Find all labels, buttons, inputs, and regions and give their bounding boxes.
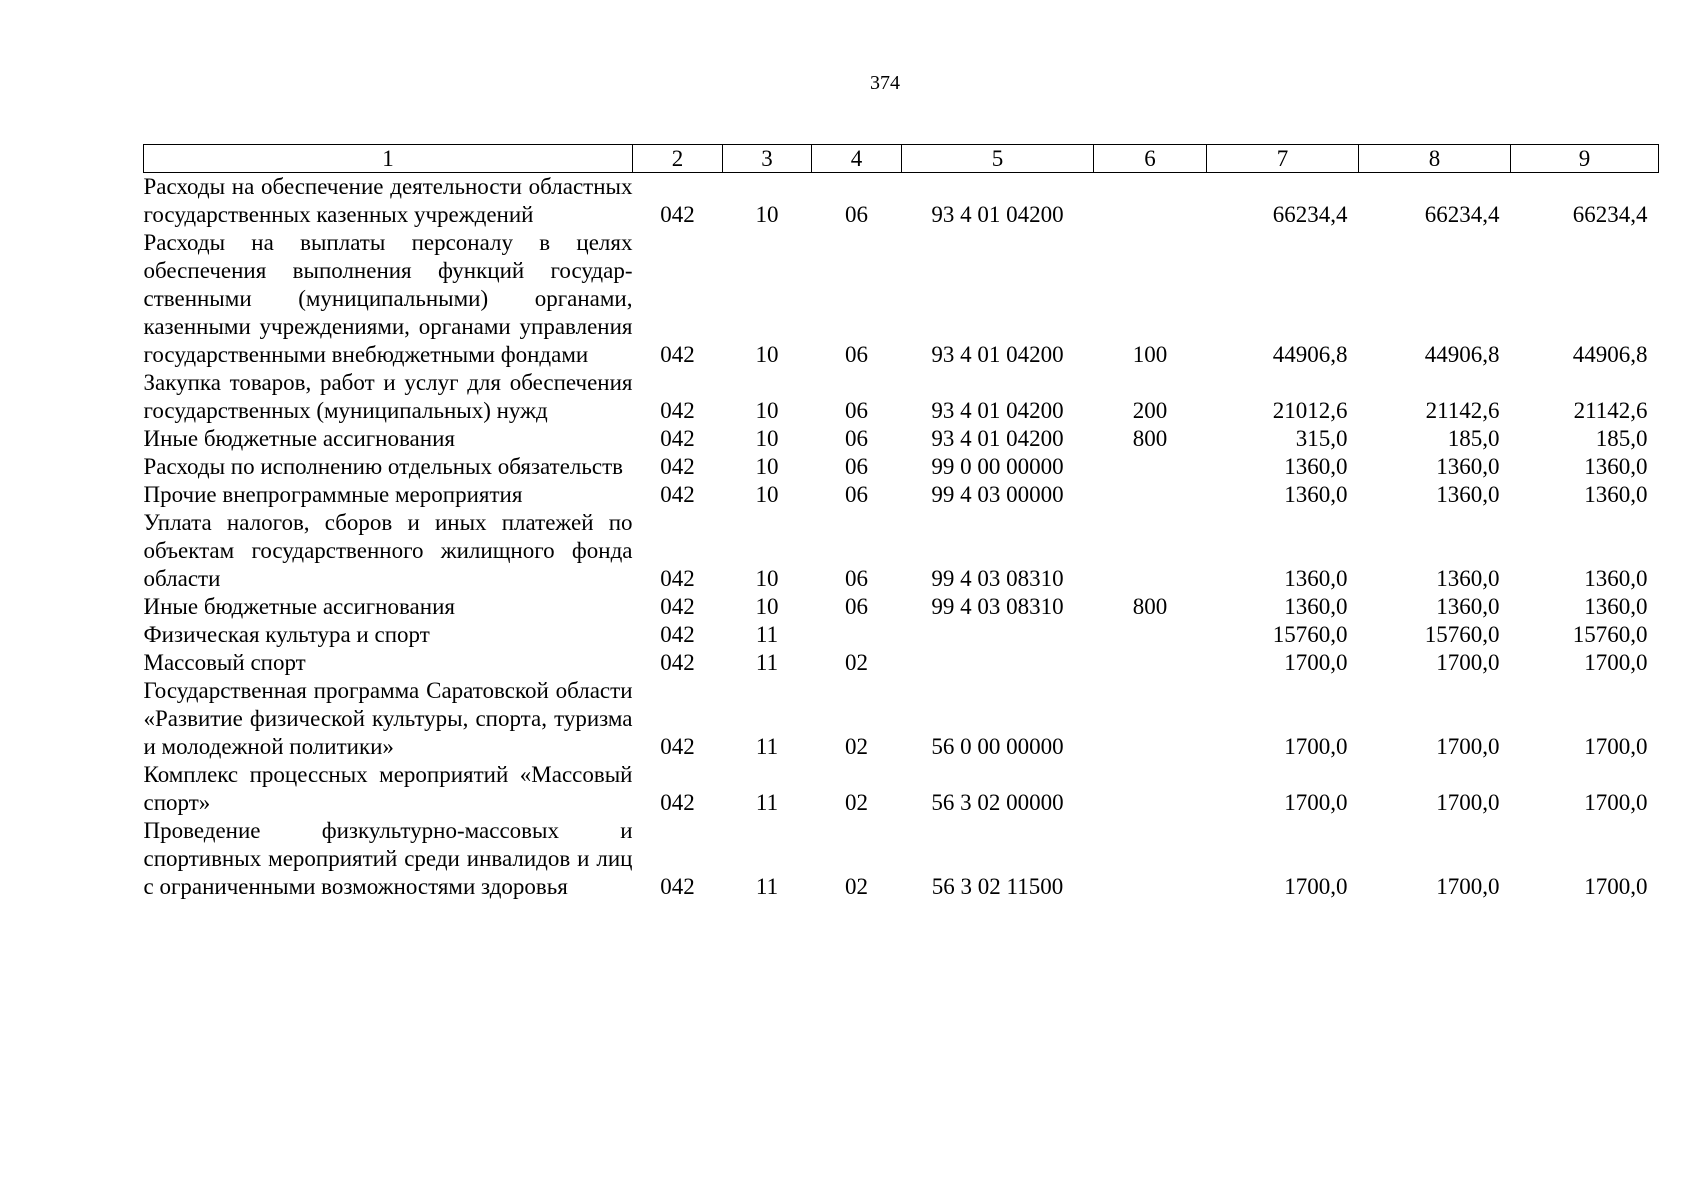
cell-col-3: 10 [755, 454, 779, 479]
table-row [144, 509, 1659, 593]
column-header-1: 1 [144, 145, 633, 173]
page-number: 374 [870, 72, 900, 94]
row-name: Физическая культура и спорт [143, 622, 430, 647]
cell-col-9: 185,0 [1595, 426, 1648, 451]
cell-col-6 [1094, 509, 1207, 593]
cell-col-5: 56 3 02 00000 [931, 790, 1064, 815]
cell-col-9: 44906,8 [1572, 342, 1648, 367]
cell-col-4: 06 [845, 202, 868, 227]
cell-col-6: 800 [1132, 594, 1168, 619]
cell-col-9: 15760,0 [1572, 622, 1648, 647]
cell-col-6: 200 [1132, 398, 1168, 423]
cell-col-7: 15760,0 [1272, 622, 1348, 647]
column-header-6: 6 [1094, 145, 1207, 173]
cell-col-4: 06 [845, 594, 868, 619]
cell-col-5: 99 0 00 00000 [931, 454, 1064, 479]
cell-col-4: 06 [845, 398, 868, 423]
cell-col-4: 02 [845, 734, 868, 759]
cell-col-5: 99 4 03 08310 [931, 566, 1064, 591]
cell-col-7: 44906,8 [1272, 342, 1348, 367]
table-row [144, 229, 1659, 369]
cell-col-2: 042 [660, 594, 695, 619]
cell-col-4: 06 [845, 482, 868, 507]
cell-col-8: 1360,0 [1436, 566, 1500, 591]
cell-col-8: 66234,4 [1424, 202, 1500, 227]
cell-col-2: 042 [660, 426, 695, 451]
table-header-row [144, 145, 1659, 173]
budget-table [143, 144, 1659, 901]
cell-col-4: 02 [845, 874, 868, 899]
cell-col-7: 1360,0 [1284, 594, 1348, 619]
cell-col-7: 1360,0 [1284, 482, 1348, 507]
table-row [144, 369, 1659, 425]
cell-col-8: 44906,8 [1424, 342, 1500, 367]
cell-col-2: 042 [660, 650, 695, 675]
cell-col-2: 042 [660, 482, 695, 507]
row-name: Расходы на обеспечение деятельности областных государственных казенных учреждений [143, 174, 633, 227]
column-header-4: 4 [812, 145, 902, 173]
cell-col-5: 99 4 03 08310 [931, 594, 1064, 619]
cell-col-6 [1094, 173, 1207, 230]
cell-col-2: 042 [660, 622, 695, 647]
cell-col-3: 11 [755, 790, 779, 815]
cell-col-9: 1360,0 [1584, 594, 1648, 619]
cell-col-4: 06 [845, 454, 868, 479]
cell-col-3: 10 [755, 398, 779, 423]
row-name: Массовый спорт [143, 650, 306, 675]
cell-col-9: 1360,0 [1584, 566, 1648, 591]
cell-col-9: 1700,0 [1584, 650, 1648, 675]
cell-col-7: 21012,6 [1272, 398, 1348, 423]
row-name: Иные бюджетные ассигнования [143, 426, 455, 451]
cell-col-8: 185,0 [1447, 426, 1500, 451]
cell-col-4: 06 [845, 566, 868, 591]
cell-col-6 [1094, 453, 1207, 481]
column-header-8: 8 [1359, 145, 1511, 173]
cell-col-6 [1094, 677, 1207, 761]
cell-col-3: 10 [755, 594, 779, 619]
row-name: Закупка товаров, работ и услуг для обеспечения государственных (муниципальных) нужд [143, 370, 633, 423]
cell-col-8: 1360,0 [1436, 594, 1500, 619]
table-row [144, 481, 1659, 509]
cell-col-7: 66234,4 [1272, 202, 1348, 227]
cell-col-9: 1700,0 [1584, 874, 1648, 899]
row-name: Проведение физкультурно-массовых и спортивных мероприятий среди инвалидов и лиц с ограниченными возможностями здоровья [143, 818, 633, 899]
table-row [144, 649, 1659, 677]
cell-col-9: 21142,6 [1573, 398, 1648, 423]
cell-col-7: 1700,0 [1284, 790, 1348, 815]
cell-col-6 [1094, 761, 1207, 817]
column-header-5: 5 [902, 145, 1094, 173]
cell-col-2: 042 [660, 398, 695, 423]
cell-col-8: 1700,0 [1436, 650, 1500, 675]
cell-col-6 [1094, 621, 1207, 649]
cell-col-3: 10 [755, 342, 779, 367]
cell-col-4 [812, 621, 902, 649]
cell-col-5: 93 4 01 04200 [931, 426, 1064, 451]
cell-col-3: 11 [755, 650, 779, 675]
cell-col-5: 93 4 01 04200 [931, 342, 1064, 367]
row-name: Расходы по исполнению отдельных обязательств [143, 454, 623, 479]
cell-col-3: 10 [755, 482, 779, 507]
cell-col-7: 1700,0 [1284, 734, 1348, 759]
cell-col-6: 800 [1132, 426, 1168, 451]
cell-col-5: 93 4 01 04200 [931, 398, 1064, 423]
cell-col-5 [902, 621, 1094, 649]
row-name: Расходы на выплаты персоналу в целях обеспечения выполнения функций государственными (муниципальными) органами, казенными учреждениями, органами управления государственными внебюджетными фондами [143, 230, 633, 367]
cell-col-6 [1094, 481, 1207, 509]
table-row [144, 425, 1659, 453]
table-row [144, 593, 1659, 621]
cell-col-2: 042 [660, 734, 695, 759]
cell-col-5 [902, 649, 1094, 677]
cell-col-3: 11 [755, 734, 779, 759]
cell-col-4: 06 [845, 342, 868, 367]
cell-col-8: 1700,0 [1436, 734, 1500, 759]
cell-col-7: 1360,0 [1284, 566, 1348, 591]
cell-col-5: 56 3 02 11500 [931, 874, 1064, 899]
row-name: Государственная программа Саратовской области «Развитие физической культуры, спорта, туризма и молодежной политики» [143, 678, 633, 759]
cell-col-2: 042 [660, 454, 695, 479]
cell-col-2: 042 [660, 202, 695, 227]
cell-col-8: 1700,0 [1436, 790, 1500, 815]
row-name: Иные бюджетные ассигнования [143, 594, 455, 619]
cell-col-9: 1360,0 [1584, 482, 1648, 507]
cell-col-6 [1094, 817, 1207, 901]
table-row [144, 677, 1659, 761]
cell-col-7: 1700,0 [1284, 650, 1348, 675]
row-name: Прочие внепрограммные мероприятия [143, 482, 523, 507]
table-body [144, 173, 1659, 902]
table-row [144, 761, 1659, 817]
cell-col-2: 042 [660, 790, 695, 815]
table-row [144, 173, 1659, 230]
column-header-9: 9 [1511, 145, 1659, 173]
row-name: Уплата налогов, сборов и иных платежей по объектам государственного жилищного фонда области [143, 510, 633, 591]
cell-col-4: 02 [845, 650, 868, 675]
cell-col-9: 66234,4 [1572, 202, 1648, 227]
cell-col-3: 10 [755, 202, 779, 227]
cell-col-3: 10 [755, 566, 779, 591]
cell-col-2: 042 [660, 342, 695, 367]
cell-col-8: 1700,0 [1436, 874, 1500, 899]
row-name: Комплекс процессных мероприятий «Массовый спорт» [143, 762, 633, 815]
column-header-2: 2 [633, 145, 723, 173]
column-header-7: 7 [1207, 145, 1359, 173]
cell-col-3: 10 [755, 426, 779, 451]
table-row [144, 817, 1659, 901]
cell-col-4: 06 [845, 426, 868, 451]
cell-col-8: 21142,6 [1425, 398, 1500, 423]
cell-col-5: 56 0 00 00000 [931, 734, 1064, 759]
cell-col-7: 315,0 [1295, 426, 1348, 451]
cell-col-2: 042 [660, 874, 695, 899]
table-row [144, 453, 1659, 481]
cell-col-5: 93 4 01 04200 [931, 202, 1064, 227]
cell-col-7: 1360,0 [1284, 454, 1348, 479]
cell-col-3: 11 [755, 874, 779, 899]
cell-col-9: 1700,0 [1584, 790, 1648, 815]
column-header-3: 3 [723, 145, 812, 173]
cell-col-6: 100 [1132, 342, 1168, 367]
table-row [144, 621, 1659, 649]
cell-col-6 [1094, 649, 1207, 677]
cell-col-4: 02 [845, 790, 868, 815]
cell-col-9: 1360,0 [1584, 454, 1648, 479]
cell-col-7: 1700,0 [1284, 874, 1348, 899]
cell-col-2: 042 [660, 566, 695, 591]
cell-col-8: 1360,0 [1436, 482, 1500, 507]
cell-col-8: 15760,0 [1424, 622, 1500, 647]
cell-col-9: 1700,0 [1584, 734, 1648, 759]
cell-col-5: 99 4 03 00000 [931, 482, 1064, 507]
cell-col-8: 1360,0 [1436, 454, 1500, 479]
cell-col-3: 11 [755, 622, 779, 647]
